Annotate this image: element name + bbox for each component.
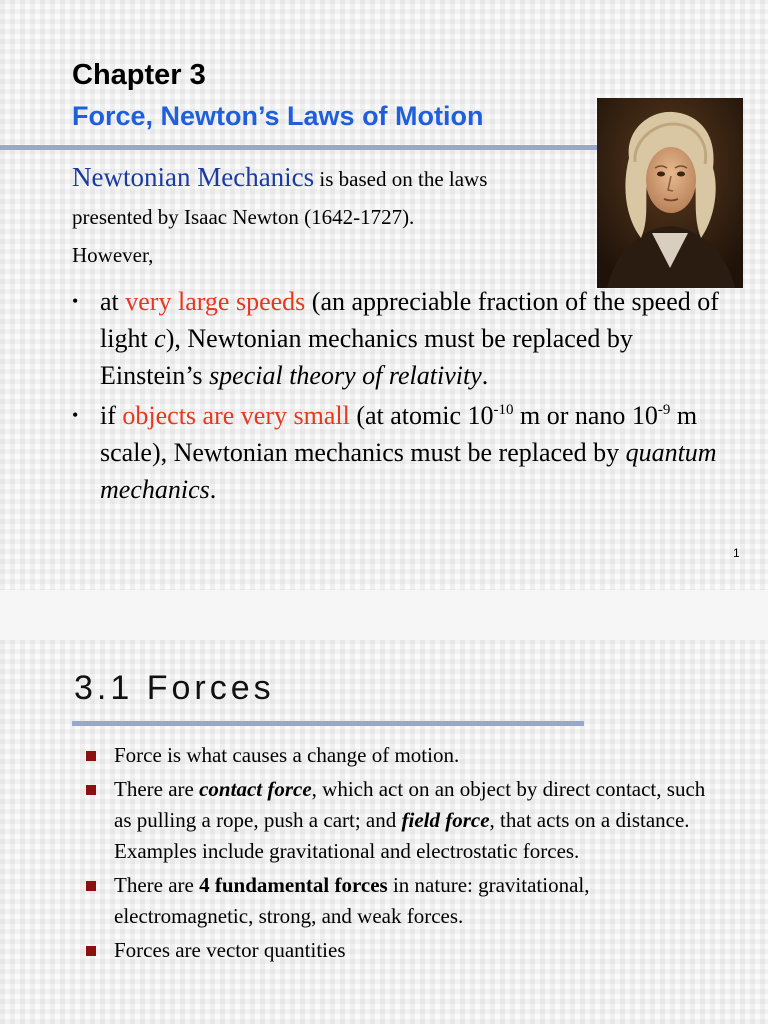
bullet-text: . (481, 361, 489, 390)
slide-separator (0, 590, 768, 640)
bullet-text: (at atomic 10 (349, 401, 494, 430)
intro-line-1: is based on the laws (314, 167, 488, 191)
newtonian-mechanics-phrase: Newtonian Mechanics (72, 162, 315, 192)
field-force-term: field force (401, 808, 490, 832)
highlight-objects-very-small: objects are very small (122, 401, 350, 430)
bullet-text: , that acts on a distance. Examples include gravitational and electrostatic forces. (114, 808, 690, 863)
bullet-text: Force is what causes a change of motion. (114, 743, 460, 767)
bullet-text: if (100, 401, 123, 430)
title-divider (0, 145, 598, 150)
bullet-text: There are (114, 873, 200, 897)
isaac-newton-portrait (597, 98, 743, 288)
square-bullet-icon (86, 881, 96, 891)
fundamental-forces-term: 4 fundamental forces (199, 873, 388, 897)
bullet-text: , which act on an object by direct contact, such as pulling a rope, push a cart; and (114, 777, 706, 832)
bullet-text: Forces are vector quantities (114, 938, 346, 962)
bullet-force-definition (84, 740, 724, 771)
bullet-text: . (209, 475, 217, 504)
intro-line-3: However, (72, 243, 154, 267)
bullet-text: There are (114, 777, 200, 801)
bullet-text: m or nano 10 (513, 401, 658, 430)
bullet-vector-quantities (84, 935, 724, 966)
intro-text (72, 158, 597, 274)
bullet-list-2 (84, 740, 724, 969)
speed-of-light-symbol: c (154, 324, 166, 353)
bullet-text: at (100, 287, 126, 316)
bullet-text: m scale), Newtonian mechanics must be replaced by (100, 401, 698, 467)
bullet-list-1 (72, 283, 732, 511)
chapter-title: Chapter 3 (72, 59, 206, 91)
bullet-quantum (72, 397, 732, 508)
contact-force-term: contact force (199, 777, 312, 801)
highlight-very-large-speeds: very large speeds (125, 287, 306, 316)
slide-2 (0, 640, 768, 1024)
intro-line-2: presented by Isaac Newton (1642-1727). (72, 205, 415, 229)
exponent: -10 (493, 402, 514, 418)
bullet-text: (an appreciable fraction of the speed of light (100, 287, 719, 353)
square-bullet-icon (86, 785, 96, 795)
section-title: 3.1 Forces (74, 669, 275, 707)
section-divider (72, 721, 584, 726)
bullet-text: in nature: gravitational, electromagnetic, strong, and weak forces. (114, 873, 590, 928)
special-relativity-term: special theory of relativity (209, 361, 482, 390)
bullet-dot: • (72, 291, 79, 311)
chapter-subtitle: Force, Newton’s Laws of Motion (72, 101, 484, 131)
bullet-text: ), Newtonian mechanics must be replaced by Einstein’s (100, 324, 633, 390)
quantum-mechanics-term: quantum mechanics (100, 438, 717, 504)
square-bullet-icon (86, 751, 96, 761)
bullet-dot: • (72, 405, 79, 425)
bullet-relativity (72, 283, 732, 394)
page-number: 1 (733, 546, 740, 560)
exponent: -9 (657, 402, 671, 418)
square-bullet-icon (86, 946, 96, 956)
bullet-contact-field (84, 774, 724, 867)
bullet-fundamental-forces (84, 870, 724, 932)
